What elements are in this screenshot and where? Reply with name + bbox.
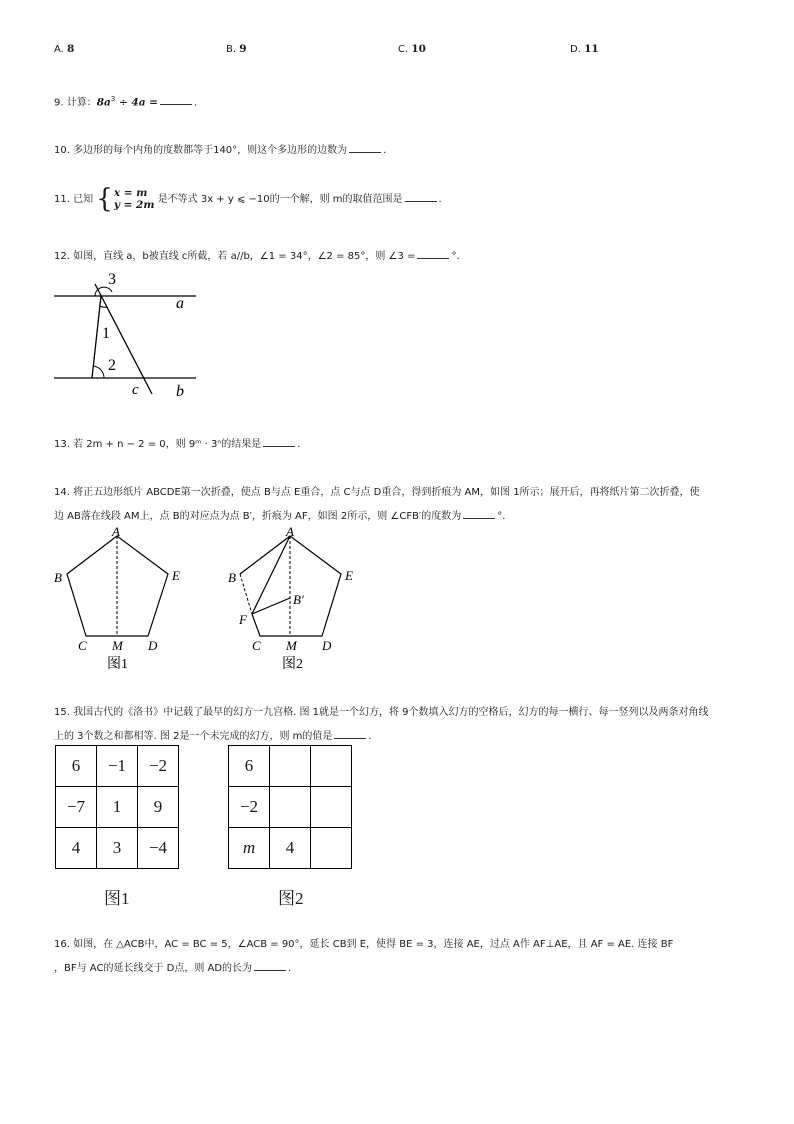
vertex-label-f: F [239,612,247,627]
pentagon-figures [50,522,370,672]
grid-cell: 1 [97,787,138,828]
grid-cell: −2 [138,746,179,787]
grid-cell: 6 [56,746,97,787]
vertex-label-b-prime: B′ [293,592,304,607]
grid-cell: 6 [229,746,270,787]
vertex-label-c: C [252,638,261,653]
figure-caption: 图1 [104,889,130,908]
answer-blank[interactable] [254,960,286,971]
question-15-line2 [54,728,372,744]
option-letter: D. [570,44,581,55]
vertex-label-a: A [112,524,120,539]
question-text: 上的 3个数之和都相等. 图 2是一个未完成的幻方，则 m的值是 [54,731,333,742]
question-text: 9. 计算： [54,97,97,109]
parallel-lines-figure [50,266,200,402]
line-label-c: c [132,382,139,398]
math-expression: 8a [96,96,111,109]
question-16-line2 [54,960,291,976]
option-a [54,42,74,57]
vertex-label-e: E [345,568,353,583]
option-value: 9 [239,43,247,55]
question-text: 13. 若 2m + n − 2 = 0，则 9ᵐ · 3ⁿ的结果是 [54,439,262,450]
question-text: 10. 多边形的每个内角的度数都等于140°，则这个多边形的边数为 [54,145,348,156]
equation: x = m [113,187,148,199]
vertex-label-m: M [112,638,123,653]
option-letter: B. [226,44,237,55]
answer-blank[interactable] [160,94,192,105]
question-text: 15. 我国古代的《洛书》中记载了最早的幻方一九宫格. 图 1就是一个幻方，将 9个数填入幻方的空格后，幻方的每一横行、每一竖列以及两条对角线 [54,707,709,718]
punctuation: . [288,963,292,974]
option-value: 10 [411,43,426,55]
math-expression: ÷ 4a = [115,96,158,109]
punctuation: . [297,439,301,450]
option-b [226,42,247,57]
grid-row [56,828,179,869]
question-12 [54,248,460,264]
grid-cell: −1 [97,746,138,787]
grid-cell: 4 [270,828,311,869]
grid-cell [311,828,352,869]
angle-label-1: 1 [102,325,110,342]
punctuation: . [438,194,442,205]
grid-row [229,746,352,787]
option-c [398,42,426,57]
vertex-label-b: B [228,570,236,585]
answer-blank[interactable] [349,142,381,153]
crease-af [252,536,290,614]
grid-cell: 3 [97,828,138,869]
grid-cell [311,746,352,787]
option-letter: A. [54,44,64,55]
punctuation: . [383,145,387,156]
answer-blank[interactable] [405,191,437,202]
answer-blank[interactable] [417,248,449,259]
equation: y = 2m [113,199,155,211]
punctuation: °. [451,251,460,262]
grid-row [229,787,352,828]
question-text: 16. 如图，在 △ACB中，AC = BC = 5，∠ACB = 90°，延长 CB到 E，使得 BE = 3，连接 AE，过点 A作 AF⊥AE，且 AF = AE. 连接 BF [54,939,674,950]
question-text: ，BF与 AC的延长线交于 D点，则 AD的长为 [54,963,253,974]
option-value: 8 [67,43,75,55]
grid-row [56,787,179,828]
segment-fb-prime [252,598,290,614]
question-11 [54,186,442,213]
vertex-label-d: D [322,638,332,653]
angle-label-3: 3 [108,271,116,288]
figure-caption: 图2 [278,889,304,908]
question-text: 14. 将正五边形纸片 ABCDE第一次折叠，使点 B与点 E重合，点 C与点 D重合，得到折痕为 AM，如图 1所示；展开后，再将纸片第二次折叠，使 [54,487,700,498]
equation-system [96,186,154,212]
question-16-line1 [54,938,673,952]
grid-cell: 9 [138,787,179,828]
question-15-line1 [54,706,709,720]
line-label-a: a [176,295,184,312]
brace-icon: { [96,184,113,214]
grid-cell: −7 [56,787,97,828]
grid-cell: −4 [138,828,179,869]
grid-row [229,828,352,869]
punctuation: °. [497,511,506,522]
answer-blank[interactable] [463,508,495,519]
pentagon-figure-1 [54,524,180,672]
option-value: 11 [584,43,599,55]
question-text: 边 AB落在线段 AM上，点 B的对应点为点 B′，折痕为 AF，如图 2所示，则 ∠CFB′的度数为 [54,511,462,522]
answer-blank[interactable] [263,436,295,447]
vertex-label-c: C [78,638,87,653]
question-9 [54,92,197,110]
magic-square-2 [228,745,352,869]
figure-caption: 图1 [107,657,128,672]
grid-cell: m [229,828,270,869]
fold-line-bf [240,574,252,614]
exponent: 3 [110,95,116,103]
option-d [570,42,599,57]
punctuation: . [193,97,198,109]
punctuation: . [368,731,372,742]
question-text: 11. 已知 [54,194,94,205]
question-text: 12. 如图，直线 a，b被直线 c所截，若 a//b，∠1 = 34°，∠2 = 85°，则 ∠3 = [54,251,416,262]
grid-cell [270,787,311,828]
angle-2-arc [93,366,104,378]
vertex-label-d: D [148,638,158,653]
angle-label-2: 2 [108,357,116,374]
pentagon-figure-2 [228,524,353,672]
line-label-b: b [176,383,184,400]
question-13 [54,436,300,452]
grid-cell: −2 [229,787,270,828]
figure-caption: 图2 [282,657,303,672]
answer-blank[interactable] [334,728,366,739]
grid-cell: 4 [56,828,97,869]
vertex-label-a: A [286,524,294,539]
vertex-label-b: B [54,570,62,585]
vertex-label-m: M [286,638,297,653]
question-text: 是不等式 3x + y ⩽ −10的一个解，则 m的取值范围是 [157,194,403,205]
magic-square-1 [55,745,179,869]
grid-row [56,746,179,787]
grid-cell [311,787,352,828]
grid-cell [270,746,311,787]
vertex-label-e: E [172,568,180,583]
question-10 [54,142,386,158]
option-letter: C. [398,44,409,55]
question-14-line1 [54,486,700,500]
